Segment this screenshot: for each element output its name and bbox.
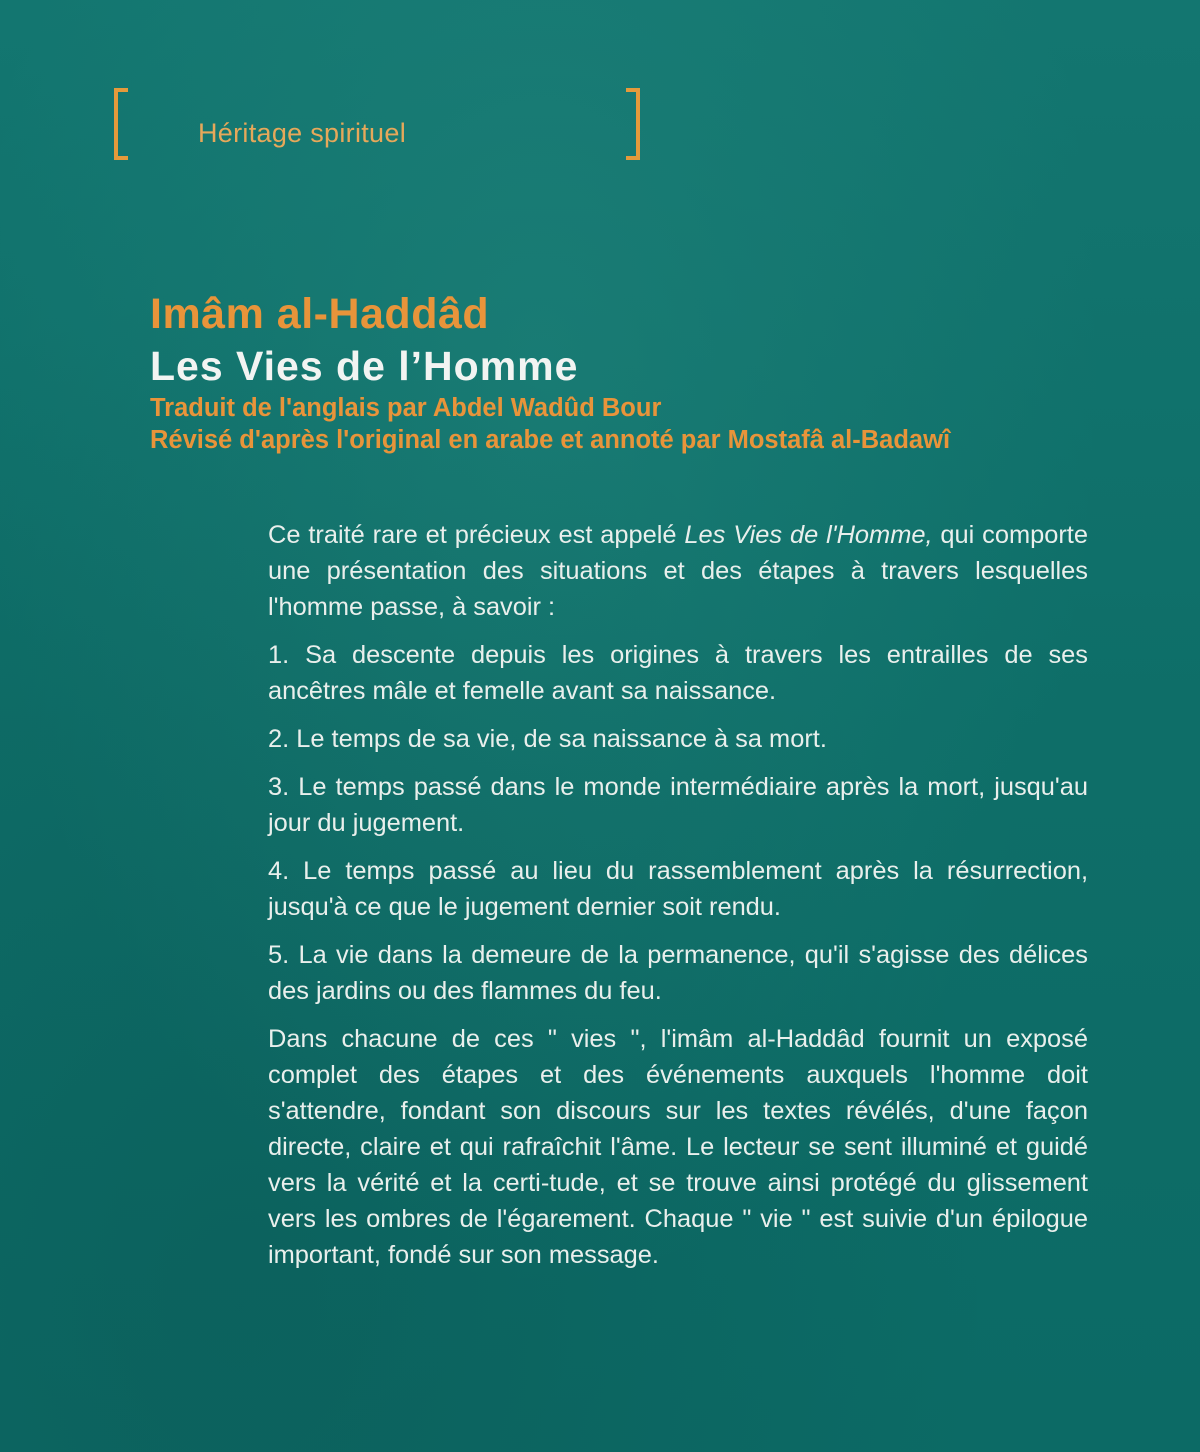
- intro-book-title: Les Vies de l'Homme,: [684, 521, 933, 549]
- reviser-credit: Révisé d'après l'original en arabe et annoté par Mostafâ al-Badawî: [150, 426, 951, 454]
- book-header: [150, 288, 1130, 456]
- series-banner: [100, 88, 550, 168]
- intro-text-after: qui comporte une présentation des situations et des étapes à travers lesquelles l'homme passe, à savoir :: [268, 521, 1088, 621]
- book-title: Les Vies de l’Homme: [150, 343, 579, 389]
- list-item: 1. Sa descente depuis les origines à travers les entrailles de ses ancêtres mâle et femelle avant sa naissance.: [268, 641, 1088, 705]
- right-bracket: [626, 88, 640, 160]
- list-item: 4. Le temps passé au lieu du rassemblement après la résurrection, jusqu'à ce que le jugement dernier soit rendu.: [268, 857, 1088, 921]
- series-label: Héritage spirituel: [198, 118, 406, 148]
- left-bracket: [114, 88, 128, 160]
- conclusion-paragraph: Dans chacune de ces " vies ", l'imâm al-Haddâd fournit un exposé complet des étapes et des événements auxquels l'homme doit s'attendre, fondant son discours sur les textes révélés, d'une façon directe, claire et qui rafraîchit l'âme. Le lecteur se sent illuminé et guidé vers la vérité et la certi-tude, et se trouve ainsi protégé du glissement vers les ombres de l'égarement. Chaque " vie " est suivie d'un épilogue important, fondé sur son message.: [268, 1025, 1088, 1269]
- list-item: 5. La vie dans la demeure de la permanence, qu'il s'agisse des délices des jardins ou des flammes du feu.: [268, 941, 1088, 1005]
- blurb: [268, 517, 1088, 1273]
- author-name: Imâm al-Haddâd: [150, 290, 490, 338]
- intro-text-before: Ce traité rare et précieux est appelé: [268, 521, 685, 549]
- list-item: 3. Le temps passé dans le monde intermédiaire après la mort, jusqu'au jour du jugement.: [268, 773, 1088, 837]
- translator-credit: Traduit de l'anglais par Abdel Wadûd Bour: [150, 394, 662, 422]
- intro-paragraph: [268, 517, 1088, 625]
- list-item: 2. Le temps de sa vie, de sa naissance à sa mort.: [268, 725, 827, 753]
